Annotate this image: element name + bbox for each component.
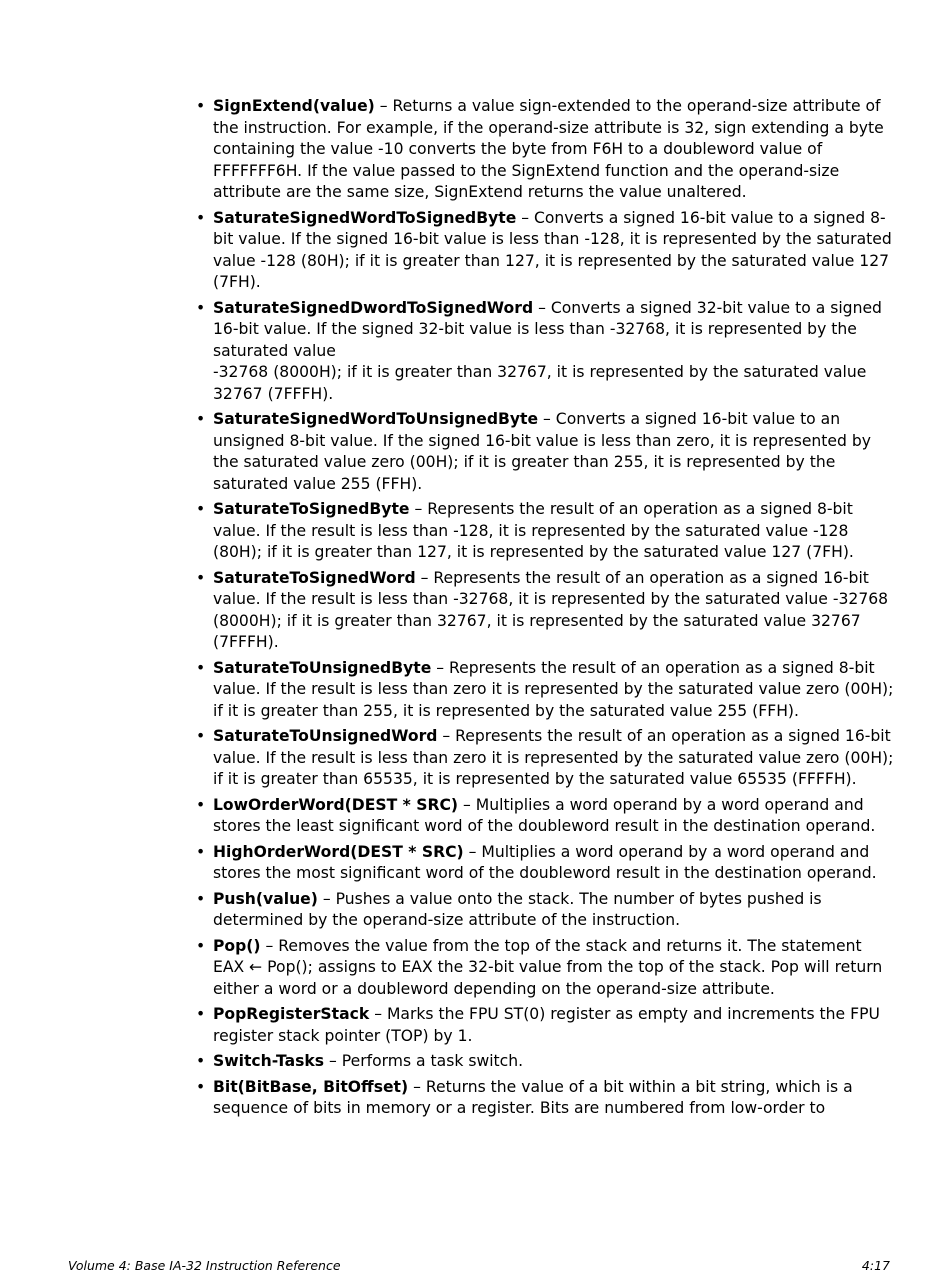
description: – Represents the result of an operation as a signed 16-bit value. If the result is less than -32768, it is represented by the saturated value -32768 (8000H); if it is greater than 32767, it is represented by the saturated value 32767 (7FFFH). [213,568,889,651]
term: SaturateToUnsignedWord [213,727,438,745]
bullet: • [196,1052,206,1070]
term: SignExtend(value) [213,97,375,115]
description: – Multiplies a word operand by a word operand and stores the least significant word of the doubleword result in the destination operand. [213,795,876,835]
description: – Marks the FPU ST(0) register as empty and increments the FPU register stack pointer (TOP) by 1. [213,1005,880,1045]
description: – Pushes a value onto the stack. The number of bytes pushed is determined by the operand-size attribute of the instruction. [213,889,822,929]
list-item [196,889,896,932]
footer-page-number: 4:17 [861,1258,890,1273]
description: – Represents the result of an operation as a signed 16-bit value. If the result is less than zero it is represented by the saturated value zero (00H); if it is greater than 65535, it is represented by the saturated value 65535 (FFFFH). [213,727,894,788]
bullet: • [196,410,206,428]
term: SaturateToUnsignedByte [213,658,432,677]
bullet: • [196,97,206,115]
list-item [196,1004,896,1047]
definition-list [196,96,896,1120]
list-item [196,1077,896,1120]
bullet: • [196,795,206,814]
list-item [196,842,896,885]
description: – Represents the result of an operation as a signed 8-bit value. If the result is less than -128, it is represented by the saturated value -128 (80H); if it is greater than 127, it is represented by the saturated value 127 (7FH). [213,500,854,561]
bullet: • [196,727,206,745]
bullet: • [196,298,206,317]
term: Switch-Tasks [213,1052,325,1070]
bullet: • [196,500,206,518]
list-item [196,658,896,723]
description: – Returns a value sign-extended to the operand-size attribute of the instruction. For example, if the operand-size attribute is 32, sign extending a byte containing the value -10 converts the byte from F6H to a doubleword value of FFFFFFF6H. If the value passed to the SignExtend function and the operand-size attribute are the same size, SignExtend returns the value unaltered. [213,97,884,201]
term: Push(value) [213,889,318,908]
list-item [196,96,896,204]
description: – Represents the result of an operation as a signed 8-bit value. If the result is less than zero it is represented by the saturated value zero (00H); if it is greater than 255, it is represented by the saturated value 255 (FFH). [213,658,894,720]
description: – Removes the value from the top of the stack and returns it. The statement EAX ← Pop(); assigns to EAX the 32-bit value from the top of the stack. Pop will return either a word or a doubleword depending on the operand-size attribute. [213,936,883,998]
list-item [196,1051,896,1073]
term: SaturateSignedWordToUnsignedByte [213,410,539,428]
bullet: • [196,936,206,955]
term: Pop() [213,936,261,955]
description: – Returns the value of a bit within a bit string, which is a sequence of bits in memory or a register. Bits are numbered from low-order to [213,1077,853,1117]
bullet: • [196,842,206,861]
bullet: • [196,658,206,677]
bullet: • [196,208,206,227]
description: – Converts a signed 16-bit value to a signed 8-bit value. If the signed 16-bit value is less than -128, it is represented by the saturated value -128 (80H); if it is greater than 127, it is represented by the saturated value 127 (7FH). [213,208,892,291]
bullet: • [196,1077,206,1096]
footer-document-title: Volume 4: Base IA-32 Instruction Reference [68,1258,341,1273]
description: – Performs a task switch. [324,1052,524,1070]
term: SaturateToSignedByte [213,500,410,518]
list-item [196,208,896,294]
list-item [196,499,896,564]
list-item [196,726,896,791]
term: Bit(BitBase, BitOffset) [213,1077,409,1096]
list-item [196,409,896,495]
term: SaturateSignedWordToSignedByte [213,208,517,227]
description: – Converts a signed 32-bit value to a signed 16-bit value. If the signed 32-bit value is less than -32768, it is represented by the saturated value -32768 (8000H); if it is greater than 32767, it is represented by the saturated value 32767 (7FFFH). [213,298,882,403]
bullet: • [196,1005,206,1023]
term: HighOrderWord(DEST * SRC) [213,842,464,861]
bullet: • [196,568,206,587]
description: – Multiplies a word operand by a word operand and stores the most significant word of the doubleword result in the destination operand. [213,842,877,882]
bullet: • [196,889,206,908]
term: LowOrderWord(DEST * SRC) [213,795,459,814]
definition-list-container [196,96,896,1124]
list-item [196,568,896,654]
term: PopRegisterStack [213,1005,370,1023]
list-item [196,936,896,1001]
description: – Converts a signed 16-bit value to an unsigned 8-bit value. If the signed 16-bit value is less than zero, it is represented by the saturated value zero (00H); if it is greater than 255, it is represented by the saturated value 255 (FFH). [213,410,871,493]
term: SaturateSignedDwordToSignedWord [213,298,534,317]
list-item [196,298,896,406]
list-item [196,795,896,838]
term: SaturateToSignedWord [213,568,416,587]
